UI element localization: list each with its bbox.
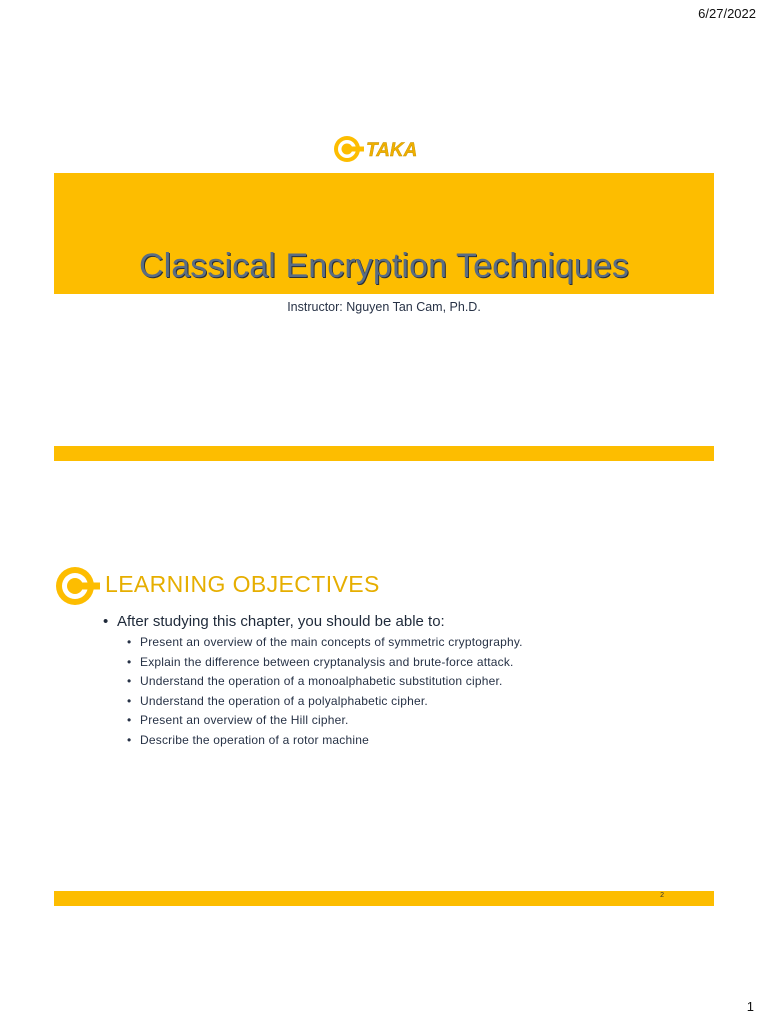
list-item-text: Describe the operation of a rotor machine [140, 732, 369, 747]
list-item-text: Present an overview of the Hill cipher. [140, 713, 349, 727]
list-item [127, 653, 703, 673]
list-item [127, 731, 703, 751]
date-header: 6/27/2022 [698, 6, 756, 21]
page-number: 1 [746, 999, 754, 1014]
list-item [127, 711, 703, 731]
logo-text: TAKA [366, 140, 418, 161]
list-item [127, 633, 703, 653]
bullet-icon: • [127, 654, 132, 669]
slide-number: 2 [660, 892, 664, 899]
list-item [127, 672, 703, 692]
title-band [54, 173, 714, 294]
taka-circle-logo-icon [55, 566, 100, 606]
bullet-icon: • [127, 674, 132, 688]
list-item-text: Understand the operation of a polyalphabetic cipher. [140, 693, 428, 708]
bullet-icon: • [127, 693, 132, 708]
list-item-text: Present an overview of the main concepts of symmetric cryptography. [140, 635, 523, 649]
slide1-footer-band [54, 446, 714, 461]
bullet-icon: • [103, 613, 109, 630]
bullet-icon: • [127, 713, 132, 727]
list-item-text: Understand the operation of a monoalphabetic substitution cipher. [140, 674, 503, 688]
main-bullet-text: After studying this chapter, you should be able to: [117, 613, 445, 630]
slide2-footer-band [54, 891, 714, 906]
list-item [127, 692, 703, 712]
slide-title: Classical Encryption Techniques [138, 247, 630, 285]
subtitle-instructor: Instructor: Nguyen Tan Cam, Ph.D. [287, 300, 481, 314]
taka-logo [332, 134, 438, 164]
bullet-icon: • [127, 635, 132, 649]
main-bullet [103, 613, 703, 630]
section-heading: LEARNING OBJECTIVES [105, 571, 380, 597]
bullet-icon: • [127, 732, 132, 747]
objectives-list [103, 613, 703, 750]
list-item-text: Explain the difference between cryptanalysis and brute-force attack. [140, 654, 514, 669]
sub-list [103, 633, 703, 750]
